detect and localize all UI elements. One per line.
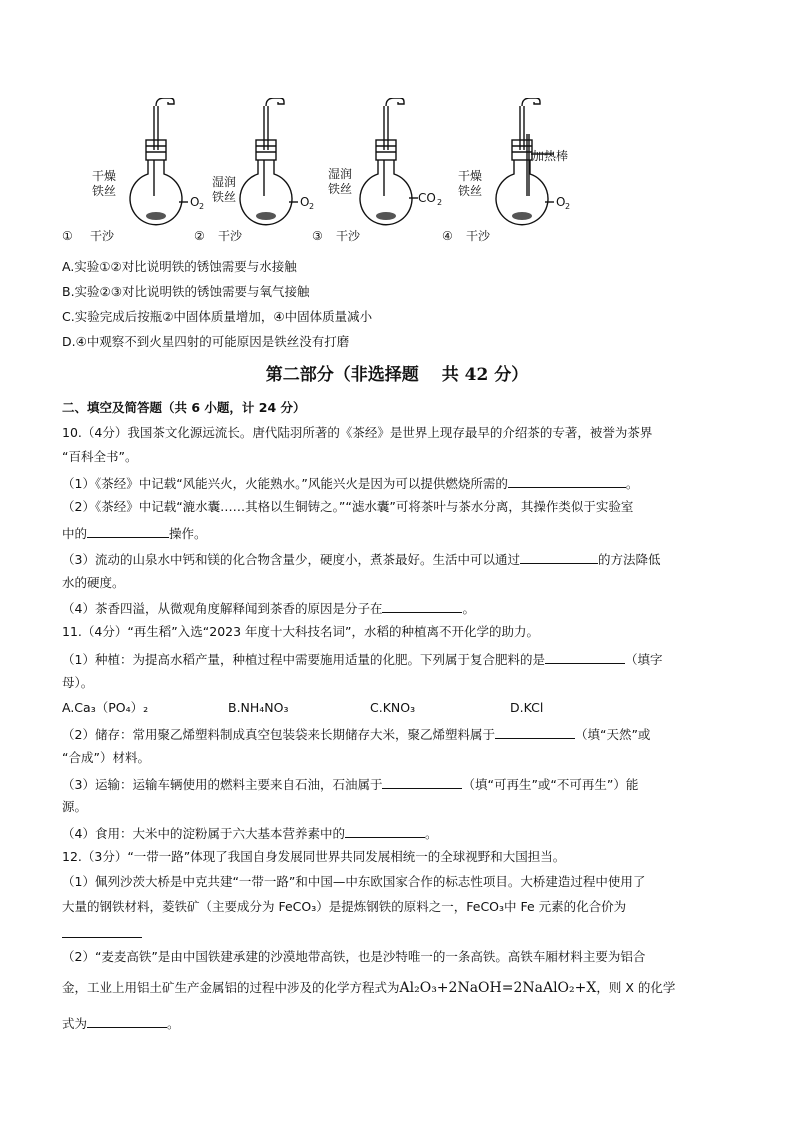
option-d: D.④中观察不到火星四射的可能原因是铁丝没有打磨 [62,334,350,349]
flask-1 [130,98,188,225]
num-4: ④ [442,229,453,243]
q11-opt-d: D.KCl [510,700,544,715]
num-1: ① [62,229,73,243]
answer-blank[interactable] [62,924,142,938]
answer-blank[interactable] [87,524,169,538]
sand-1: 干沙 [90,229,115,243]
f3-co2: CO [418,191,436,205]
f2-label-2: 铁丝 [212,190,237,204]
flask-diagram [62,98,622,248]
q11-part-2a: （2）储存：常用聚乙烯塑料制成真空包装袋来长期储存大米，聚乙烯塑料属于 （填“天然”或 [62,727,651,742]
answer-blank[interactable] [495,725,575,739]
q12-stem: 12.（3分）“一带一路”体现了我国自身发展同世界共同发展相统一的全球视野和大国担当。 [62,849,566,864]
f1-o2: O [190,195,200,209]
q12-part-1a: （1）佩列沙茨大桥是中克共建“一带一路”和中国—中东欧国家合作的标志性项目。大桥建造过程中使用了 [62,874,646,889]
sand-2: 干沙 [218,229,243,243]
answer-blank[interactable] [545,650,625,664]
q12-part-2b: 金，工业上用铝土矿生产金属铝的过程中涉及的化学方程式为Al₂O₃+2NaOH=2NaAlO₂+X，则 X 的化学 [62,980,676,996]
f3-label-2: 铁丝 [328,182,353,196]
num-2: ② [194,229,205,243]
answer-blank[interactable] [87,1014,167,1028]
answer-blank[interactable] [520,550,598,564]
q10-part-2a: （2）《茶经》中记载“漉水囊……其格以生铜铸之。”“滤水囊”可将茶叶与茶水分离，其操作类似于实验室 [62,499,634,514]
f4-label-1: 干燥 [458,169,483,183]
q11-opt-b: B.NH₄NO₃ [228,700,289,715]
q10-stem-2: “百科全书”。 [62,449,138,464]
q11-part-3b: 源。 [62,799,88,814]
svg-text:2: 2 [565,202,571,211]
f4-label-2: 铁丝 [458,184,483,198]
q11-stem: 11.（4分）“再生稻”入选“2023 年度十大科技名词”，水稻的种植离不开化学的助力。 [62,624,540,639]
svg-text:2: 2 [309,202,315,211]
sand-3: 干沙 [336,229,361,243]
q10-stem-1: 10.（4分）我国茶文化源远流长。唐代陆羽所著的《茶经》是世界上现存最早的介绍茶的专著，被誉为茶界 [62,425,653,440]
q11-opt-c: C.KNO₃ [370,700,416,715]
q12-part-2c: 式为 。 [62,1016,180,1031]
experiment-figure [62,98,622,248]
answer-blank[interactable] [508,474,626,488]
q10-part-3a: （3）流动的山泉水中钙和镁的化合物含量少，硬度小，煮茶最好。生活中可以通过 的方法降低 [62,552,661,567]
option-b: B.实验②③对比说明铁的锈蚀需要与氧气接触 [62,284,310,299]
answer-blank[interactable] [345,824,425,838]
q11-opt-a: A.Ca₃（PO₄）₂ [62,700,149,715]
section-title: 第二部分（非选择题 共 42 分） [265,365,529,385]
answer-blank[interactable] [382,775,462,789]
option-c: C.实验完成后按瓶②中固体质量增加，④中固体质量减小 [62,309,373,324]
f2-label-1: 湿润 [212,175,237,189]
option-a: A.实验①②对比说明铁的锈蚀需要与水接触 [62,259,297,274]
q12-part-2a: （2）“麦麦高铁”是由中国铁建承建的沙漠地带高铁，也是沙特唯一的一条高铁。高铁车厢材料主要为铝合 [62,949,646,964]
part-heading: 二、填空及简答题（共 6 小题，计 24 分） [62,400,306,415]
q10-part-2b: 中的 操作。 [62,526,207,541]
f1-label-2: 铁丝 [92,184,117,198]
svg-text:2: 2 [199,202,205,211]
heater-label: 加热棒 [532,149,569,163]
svg-text:2: 2 [437,198,443,207]
q11-part-3a: （3）运输：运输车辆使用的燃料主要来自石油，石油属于 （填“可再生”或“不可再生”）能 [62,777,639,792]
q11-part-1a: （1）种植：为提高水稻产量，种植过程中需要施用适量的化肥。下列属于复合肥料的是 （填字 [62,652,663,667]
q11-part-2b: “合成”）材料。 [62,750,150,765]
flask-3 [360,98,418,225]
f1-label-1: 干燥 [92,169,117,183]
answer-blank[interactable] [382,599,462,613]
sand-4: 干沙 [466,229,491,243]
q10-part-1: （1）《茶经》中记载“风能兴火，火能熟水。”风能兴火是因为可以提供燃烧所需的 。 [62,476,639,491]
f2-o2: O [300,195,310,209]
f3-label-1: 湿润 [328,167,353,181]
q12-part-1c [62,924,142,942]
f4-o2: O [556,195,566,209]
chemical-equation: Al₂O₃+2NaOH=2NaAlO₂+X [399,980,597,996]
flask-2 [240,98,298,225]
q10-part-4: （4）茶香四溢，从微观角度解释闻到茶香的原因是分子在 。 [62,601,475,616]
q10-part-3b: 水的硬度。 [62,575,125,590]
q11-part-4: （4）食用：大米中的淀粉属于六大基本营养素中的 。 [62,826,438,841]
q11-part-1b: 母）。 [62,675,94,690]
num-3: ③ [312,229,323,243]
q12-part-1b: 大量的钢铁材料，菱铁矿（主要成分为 FeCO₃）是提炼钢铁的原料之一，FeCO₃中 Fe 元素的化合价为 [62,899,627,914]
